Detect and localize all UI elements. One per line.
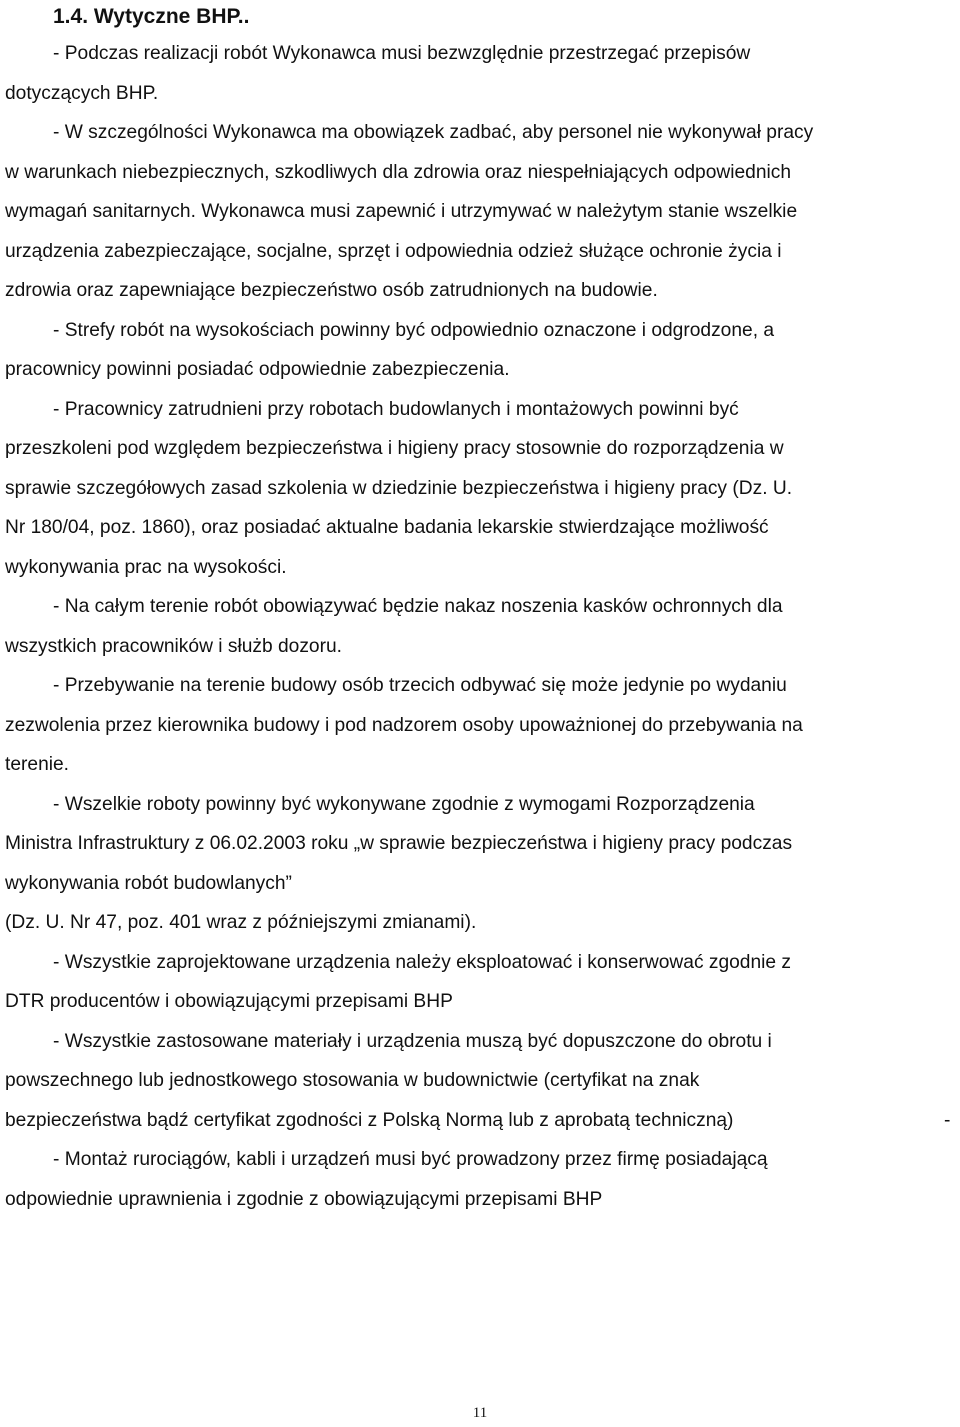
paragraph-line: dotyczących BHP. bbox=[5, 83, 159, 104]
paragraph-line: - W szczególności Wykonawca ma obowiązek zadbać, aby personel nie wykonywał pracy bbox=[53, 122, 814, 143]
paragraph-line: zdrowia oraz zapewniające bezpieczeństwo osób zatrudnionych na budowie. bbox=[5, 280, 658, 301]
paragraph-line: powszechnego lub jednostkowego stosowania w budownictwie (certyfikat na znak bbox=[5, 1070, 700, 1091]
section-heading: 1.4. Wytyczne BHP.. bbox=[53, 5, 250, 28]
page-number: 11 bbox=[472, 1405, 488, 1421]
paragraph-line: bezpieczeństwa bądź certyfikat zgodności z Polską Normą lub z aprobatą techniczną) bbox=[5, 1110, 734, 1131]
paragraph-line: - Podczas realizacji robót Wykonawca musi bezwzględnie przestrzegać przepisów bbox=[53, 43, 751, 64]
paragraph-line: wymagań sanitarnych. Wykonawca musi zapewnić i utrzymywać w należytym stanie wszelkie bbox=[5, 201, 798, 222]
paragraph-line: przeszkoleni pod względem bezpieczeństwa i higieny pracy stosownie do rozporządzenia w bbox=[5, 438, 784, 459]
paragraph-line: - Przebywanie na terenie budowy osób trzecich odbywać się może jedynie po wydaniu bbox=[53, 675, 787, 696]
paragraph-line: DTR producentów i obowiązującymi przepisami BHP bbox=[5, 991, 453, 1012]
paragraph-line: - Montaż rurociągów, kabli i urządzeń musi być prowadzony przez firmę posiadającą bbox=[53, 1149, 768, 1170]
paragraph-line: - Wszystkie zastosowane materiały i urządzenia muszą być dopuszczone do obrotu i bbox=[53, 1031, 772, 1052]
paragraph-line: - Pracownicy zatrudnieni przy robotach budowlanych i montażowych powinni być bbox=[53, 399, 739, 420]
paragraph-line: wykonywania prac na wysokości. bbox=[5, 557, 287, 578]
paragraph-line: urządzenia zabezpieczające, socjalne, sprzęt i odpowiednia odzież służące ochronie życia i bbox=[5, 241, 782, 262]
paragraph-line: w warunkach niebezpiecznych, szkodliwych dla zdrowia oraz niespełniających odpowiednich bbox=[5, 162, 792, 183]
paragraph-line: sprawie szczegółowych zasad szkolenia w dziedzinie bezpieczeństwa i higieny pracy (Dz. U. bbox=[5, 478, 793, 499]
paragraph-line: odpowiednie uprawnienia i zgodnie z obowiązującymi przepisami BHP bbox=[5, 1189, 603, 1210]
paragraph-line: - Wszelkie roboty powinny być wykonywane zgodnie z wymogami Rozporządzenia bbox=[53, 794, 755, 815]
paragraph-line: terenie. bbox=[5, 754, 69, 775]
paragraph-line: Nr 180/04, poz. 1860), oraz posiadać aktualne badania lekarskie stwierdzające możliwość bbox=[5, 517, 769, 538]
paragraph-line: wszystkich pracowników i służb dozoru. bbox=[5, 636, 342, 657]
paragraph-line: - Wszystkie zaprojektowane urządzenia należy eksploatować i konserwować zgodnie z bbox=[53, 952, 792, 973]
paragraph-line: pracownicy powinni posiadać odpowiednie zabezpieczenia. bbox=[5, 359, 510, 380]
paragraph-line: (Dz. U. Nr 47, poz. 401 wraz z późniejszymi zmianami). bbox=[5, 912, 477, 933]
paragraph-line: zezwolenia przez kierownika budowy i pod nadzorem osoby upoważnionej do przebywania na bbox=[5, 715, 803, 736]
paragraph-line: - Strefy robót na wysokościach powinny być odpowiednio oznaczone i odgrodzone, a bbox=[53, 320, 775, 341]
paragraph-line: Ministra Infrastruktury z 06.02.2003 roku „w sprawie bezpieczeństwa i higieny pracy podczas bbox=[5, 833, 793, 854]
trailing-dash: - bbox=[944, 1110, 951, 1131]
paragraph-line: - Na całym terenie robót obowiązywać będzie nakaz noszenia kasków ochronnych dla bbox=[53, 596, 783, 617]
paragraph-line: wykonywania robót budowlanych” bbox=[5, 873, 292, 894]
